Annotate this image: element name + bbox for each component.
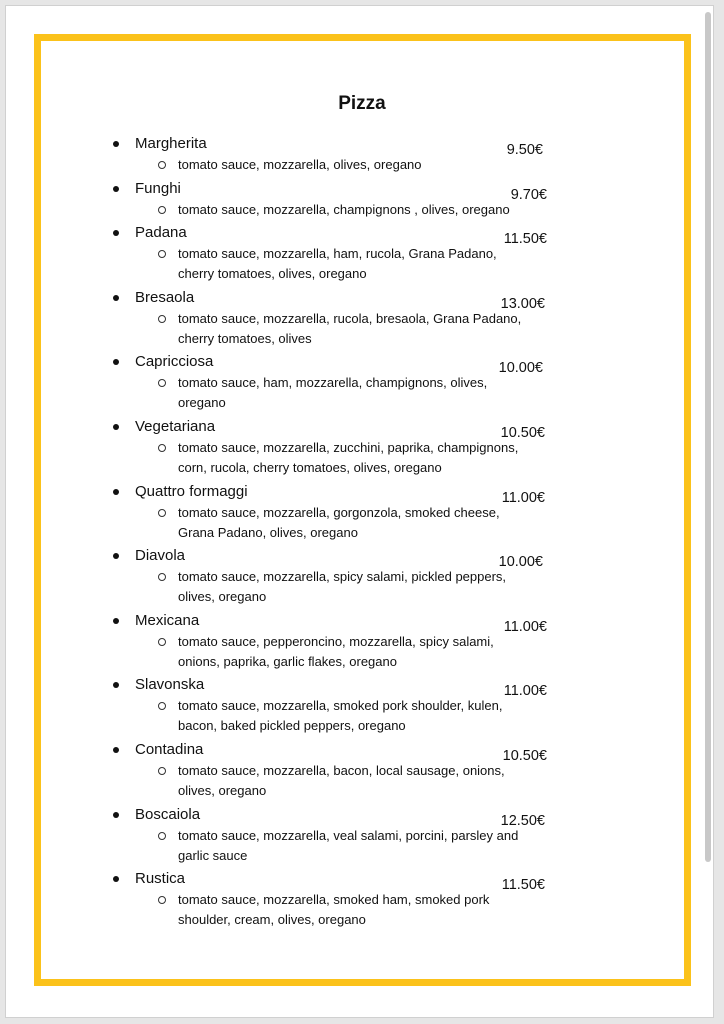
item-ingredients	[178, 503, 528, 543]
item-price: 11.00€	[503, 683, 547, 700]
item-ingredients	[178, 200, 528, 220]
item-name: Contadina	[135, 740, 204, 758]
ingredients-text: tomato sauce, pepperoncino, mozzarella, spicy salami, onions, paprika, garlic flakes, oregano	[178, 633, 494, 669]
ingredients-text: tomato sauce, mozzarella, ham, rucola, Grana Padano, cherry tomatoes, olives, oregano	[178, 246, 497, 282]
menu-item	[113, 287, 553, 352]
menu-item-header	[113, 739, 553, 764]
item-name: Funghi	[135, 179, 181, 197]
circle-bullet-icon	[158, 315, 166, 323]
bullet-icon	[113, 141, 119, 147]
item-price: 10.00€	[498, 360, 543, 377]
menu-item-header	[113, 610, 553, 635]
menu-item-header	[113, 545, 553, 571]
item-price: 10.50€	[502, 747, 547, 764]
item-price: 12.50€	[500, 812, 545, 829]
circle-bullet-icon	[158, 638, 166, 646]
bullet-icon	[113, 186, 119, 192]
ingredients-text: tomato sauce, ham, mozzarella, champignons, olives, oregano	[178, 375, 488, 411]
menu-item	[113, 133, 553, 178]
bullet-icon	[113, 230, 119, 236]
bullet-icon	[113, 295, 119, 301]
bullet-icon	[113, 618, 119, 624]
item-name: Slavonska	[135, 676, 205, 694]
bullet-icon	[113, 553, 119, 559]
menu-item	[113, 545, 553, 610]
item-ingredients	[178, 890, 528, 930]
menu-item-header	[113, 133, 553, 158]
menu-item	[113, 481, 553, 546]
item-price: 11.00€	[503, 618, 547, 635]
item-price: 9.70€	[510, 186, 547, 203]
item-name: Rustica	[135, 870, 186, 888]
circle-bullet-icon	[158, 573, 166, 581]
circle-bullet-icon	[158, 767, 166, 775]
ingredients-text: tomato sauce, mozzarella, champignons , olives, oregano	[178, 201, 510, 217]
item-ingredients	[178, 826, 528, 866]
ingredients-text: tomato sauce, mozzarella, smoked ham, smoked pork shoulder, cream, olives, oregano	[178, 892, 490, 928]
page-title: Pizza	[338, 93, 386, 114]
item-price: 13.00€	[500, 295, 545, 312]
item-name: Capricciosa	[135, 353, 214, 371]
ingredients-text: tomato sauce, mozzarella, gorgonzola, smoked cheese, Grana Padano, olives, oregano	[178, 504, 500, 540]
menu-item	[113, 351, 553, 416]
item-name: Vegetariana	[135, 417, 216, 435]
circle-bullet-icon	[158, 896, 166, 904]
circle-bullet-icon	[158, 379, 166, 387]
item-price: 11.50€	[501, 877, 545, 894]
item-name: Boscaiola	[135, 805, 201, 823]
item-ingredients	[178, 632, 528, 672]
menu-list	[113, 133, 553, 933]
menu-item-header	[113, 222, 553, 248]
menu-item	[113, 674, 553, 739]
menu-item	[113, 610, 553, 675]
menu-item-header	[113, 178, 553, 203]
item-name: Quattro formaggi	[135, 482, 248, 500]
item-price: 11.50€	[503, 231, 547, 248]
menu-item-header	[113, 674, 553, 700]
bullet-icon	[113, 489, 119, 495]
item-price: 9.50€	[506, 142, 543, 158]
item-ingredients	[178, 567, 528, 607]
item-price: 11.00€	[501, 489, 545, 506]
circle-bullet-icon	[158, 206, 166, 214]
menu-item-header	[113, 481, 553, 506]
ingredients-text: tomato sauce, mozzarella, spicy salami, pickled peppers, olives, oregano	[178, 569, 507, 605]
ingredients-text: tomato sauce, mozzarella, olives, oregano	[178, 157, 422, 172]
item-ingredients	[178, 309, 528, 349]
menu-item	[113, 178, 553, 223]
item-price: 10.50€	[500, 424, 545, 441]
bullet-icon	[113, 812, 119, 818]
circle-bullet-icon	[158, 702, 166, 710]
item-ingredients	[178, 244, 528, 284]
menu-item-header	[113, 287, 553, 312]
ingredients-text: tomato sauce, mozzarella, bacon, local sausage, onions, olives, oregano	[178, 762, 505, 798]
menu-item-header	[113, 416, 553, 441]
ingredients-text: tomato sauce, mozzarella, rucola, bresaola, Grana Padano, cherry tomatoes, olives	[178, 310, 522, 346]
circle-bullet-icon	[158, 250, 166, 258]
menu-item	[113, 739, 553, 804]
item-name: Margherita	[135, 135, 207, 152]
item-ingredients	[178, 761, 528, 801]
menu-item	[113, 416, 553, 481]
item-name: Diavola	[135, 547, 186, 565]
menu-item	[113, 222, 553, 287]
circle-bullet-icon	[158, 444, 166, 452]
circle-bullet-icon	[158, 509, 166, 517]
menu-item	[113, 868, 553, 933]
bullet-icon	[113, 682, 119, 688]
item-price: 10.00€	[498, 554, 543, 571]
bullet-icon	[113, 424, 119, 430]
bullet-icon	[113, 747, 119, 753]
menu-item	[113, 804, 553, 869]
bullet-icon	[113, 876, 119, 882]
item-ingredients	[178, 373, 528, 413]
item-name: Mexicana	[135, 611, 200, 629]
scrollbar[interactable]	[705, 12, 711, 862]
circle-bullet-icon	[158, 161, 166, 169]
circle-bullet-icon	[158, 832, 166, 840]
ingredients-text: tomato sauce, mozzarella, veal salami, porcini, parsley and garlic sauce	[178, 827, 519, 863]
item-ingredients	[178, 438, 528, 478]
item-ingredients	[178, 696, 528, 736]
item-name: Bresaola	[135, 288, 195, 306]
bullet-icon	[113, 359, 119, 365]
ingredients-text: tomato sauce, mozzarella, zucchini, paprika, champignons, corn, rucola, cherry tomatoes, olives, oregano	[178, 439, 519, 475]
item-ingredients	[178, 155, 528, 175]
ingredients-text: tomato sauce, mozzarella, smoked pork shoulder, kulen, bacon, baked pickled peppers, oregano	[178, 698, 503, 734]
menu-item-header	[113, 868, 553, 894]
item-name: Padana	[135, 224, 187, 242]
menu-item-header	[113, 351, 553, 377]
menu-item-header	[113, 804, 553, 829]
